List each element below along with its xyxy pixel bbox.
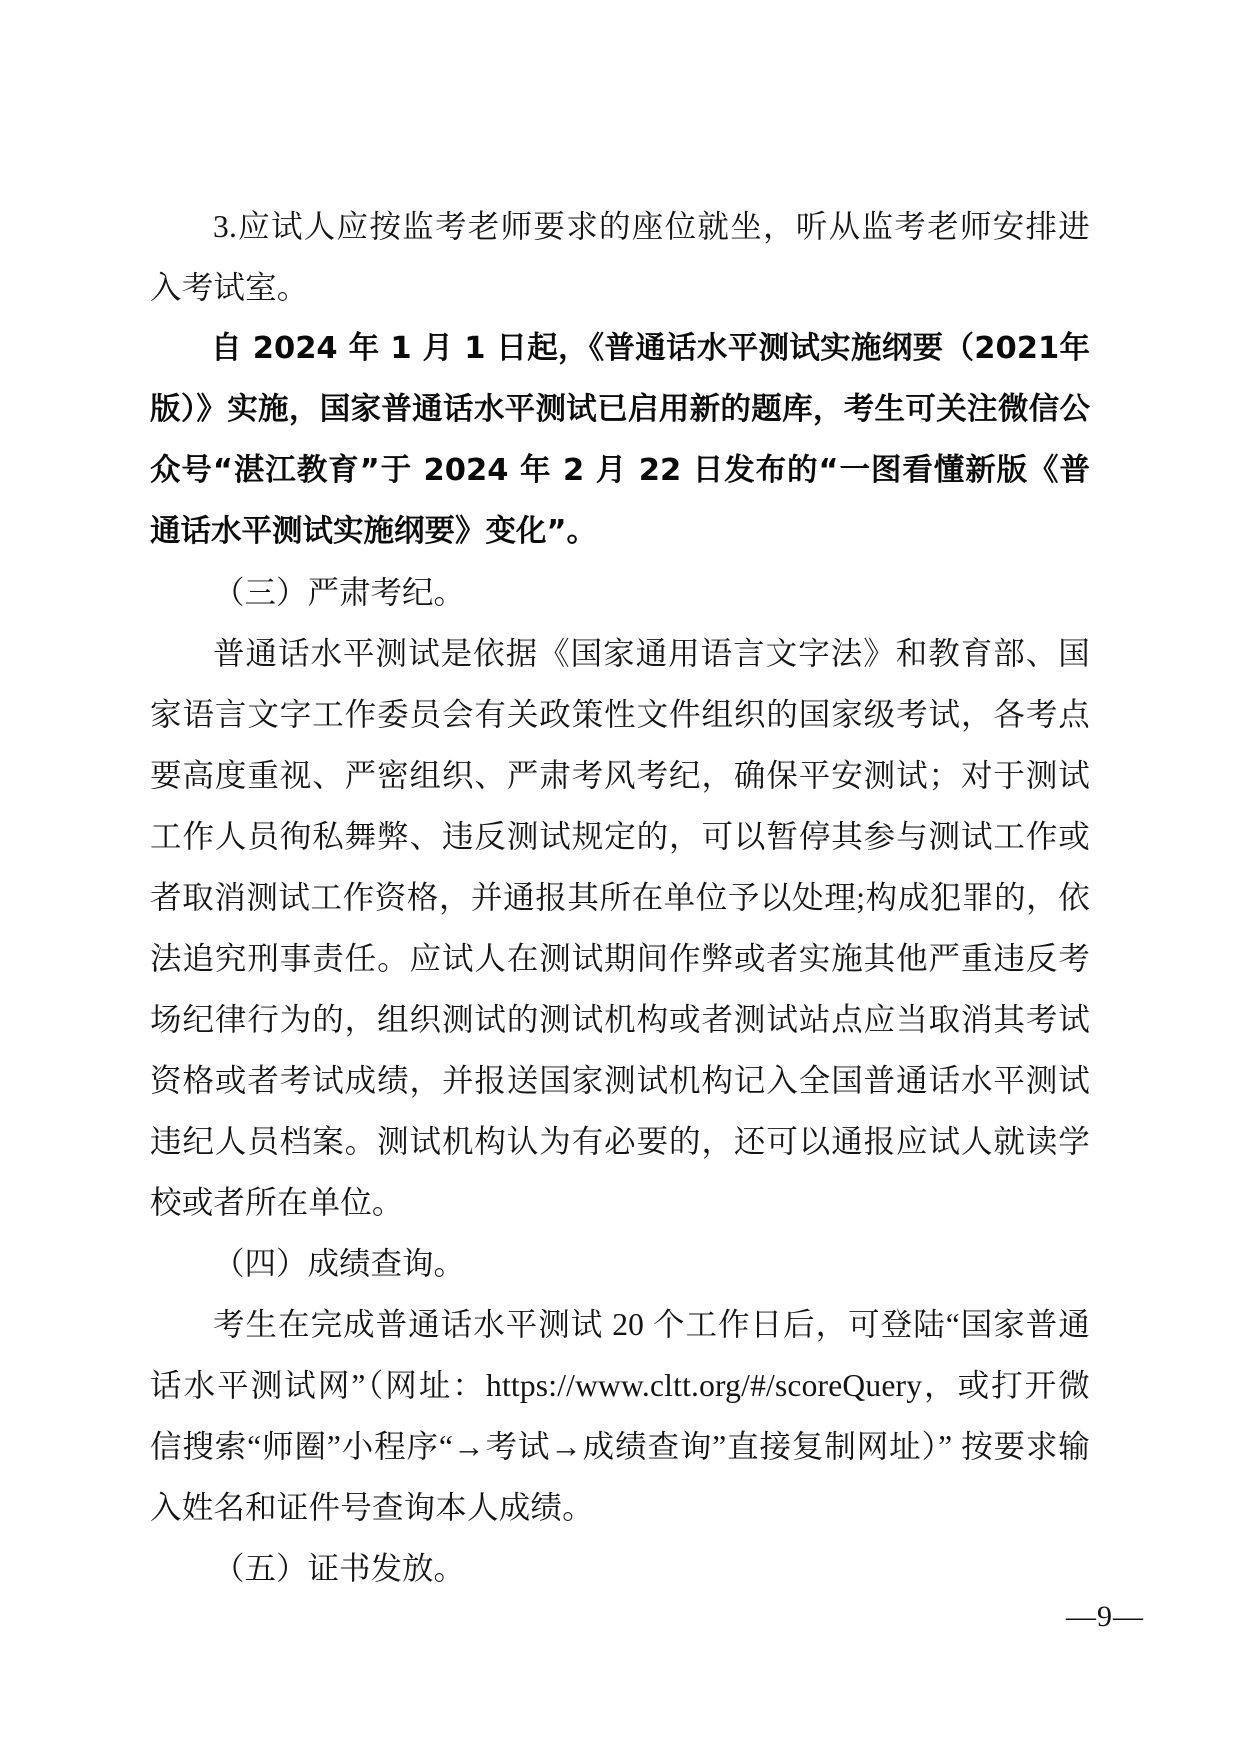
heading-section-three: （三）严肃考纪。 — [213, 575, 466, 610]
paragraph-new-outline-notice: 自 2024 年 1 月 1 日起，《普通话水平测试实施纲要（2021年版）》实施，国家普通话水平测试已启用新的题库，考生可关注微信公众号“湛江教育”于 2024 年 2 月 22 日发布的“一图看懂新版《普通话水平测试实施纲要》变化”。 — [150, 331, 1090, 549]
paragraph-section-three-body: 普通话水平测试是依据《国家通用语言文字法》和教育部、国家语言文字工作委员会有关政策性文件组织的国家级考试，各考点要高度重视、严密组织、严肃考风考纪，确保平安测试；对于测试工作人员徇私舞弊、违反测试规定的，可以暂停其参与测试工作或者取消测试工作资格，并通报其所在单位予以处理;构成犯罪的，依法追究刑事责任。应试人在测试期间作弊或者实施其他严重违反考场纪律行为的，组织测试的测试机构或者测试站点应当取消其考试资格或者考试成绩，并报送国家测试机构记入全国普通话水平测试违纪人员档案。测试机构认为有必要的，还可以通报应试人就读学校或者所在单位。 — [150, 636, 1090, 1220]
paragraph-section-four-body: 考生在完成普通话水平测试 20 个工作日后，可登陆“国家普通话水平测试网”（网址：https://www.cltt.org/#/scoreQuery，或打开微信搜索“师圈”小程序“→考试→成绩查询”直接复制网址）” 按要求输入姓名和证件号查询本人成绩。 — [150, 1307, 1090, 1525]
page-content — [150, 196, 1090, 1599]
heading-section-four: （四）成绩查询。 — [213, 1246, 466, 1281]
heading-section-five: （五）证书发放。 — [213, 1551, 466, 1586]
paragraph-item-3-seating: 3.应试人应按监考老师要求的座位就坐，听从监考老师安排进入考试室。 — [150, 209, 1090, 305]
page-number: —9— — [1066, 1600, 1144, 1633]
